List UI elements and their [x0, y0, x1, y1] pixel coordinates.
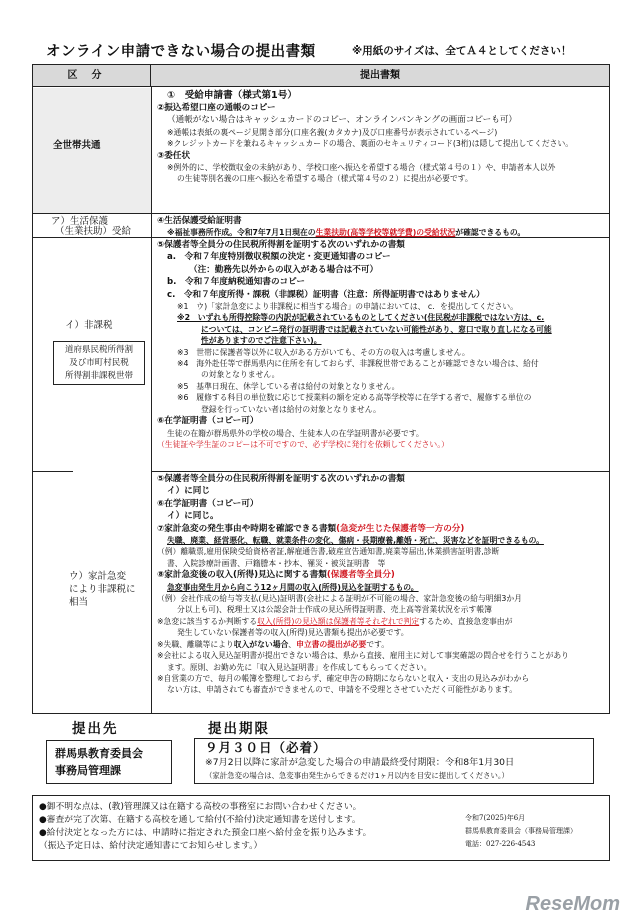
credit-card-note: ※クレジットカードを兼ねるキャッシュカードの場合、裏面のセキュリティコード(3桁)は隠して提出してください。 [167, 139, 574, 149]
deadline-note-1: ※7月2日以降に家計が急変した場合の申請最終受付期限：令和8年1月30日 [205, 757, 515, 768]
doc-sudden-cause [157, 523, 605, 535]
documents-table [32, 64, 610, 714]
income-forecast-scope: (保護者等全員分) [326, 570, 395, 581]
enrollment-warning: （生徒証や学生証のコピーは不可ですので、必ず学校に発行を依頼してください。） [157, 439, 449, 449]
employer-inquiry-note-2: ます。原則、お勤め先に「収入見込証明書」を作成してもらってください。 [167, 662, 432, 672]
welfare-note-b: 生業扶助(高等学校等就学費)の受給状況 [315, 228, 456, 238]
nontax-box-line: 所得割非課税世帯 [64, 371, 133, 381]
category-sudden-2: により非課税に [69, 584, 136, 595]
sudden-cause-example: （例）離職票,雇用保険受給資格者証,解雇通告書,破産宣告通知書,廃業等届出,休業損害証明書,診断 [157, 547, 500, 557]
deadline-box [194, 738, 594, 784]
sudden-cause-example-2: 書、入院診療計画書、戸籍謄本・抄本、罹災・被災証明書 等 [167, 558, 386, 568]
issuer-block [465, 812, 577, 851]
submit-to-box [46, 740, 172, 784]
category-all: 全世帯共通 [53, 140, 101, 151]
sudden-cause-detail: 失職、廃業、経営悪化、転職、就業条件の変化、傷病・長期療養,離婚・死亡、災害などを証明できるもの。 [167, 536, 544, 546]
passbook-note: ※通帳は表紙の裏ページ見開き部分(口座名義(カタカナ)及び口座番号が表示されているページ) [167, 127, 498, 137]
nontax-box-line: 及び市町村民税 [69, 358, 129, 368]
submit-to-line-1: 群馬県教育委員会 [55, 747, 143, 760]
deadline-title: 提出期限 [208, 721, 270, 737]
sudden-enrollment: ⑥在学証明書（コピー可） [157, 498, 259, 509]
sudden-cause-label: ⑦家計急変の発生事由や時期を確認できる書類 [157, 523, 337, 534]
row-divider [151, 471, 609, 472]
table-header [33, 65, 609, 87]
nontax-note-2c: 性がありますのでご注意下さい)。 [201, 336, 322, 346]
deadline-date: ９月３０日（必着） [205, 740, 327, 755]
no-income-d: 申立書の提出が必要 [296, 639, 367, 649]
column-divider [151, 87, 152, 713]
category-sudden-3: 相当 [69, 597, 89, 608]
paper-size-note: ※用紙のサイズは、全てＡ４としてください！ [352, 45, 572, 57]
nontax-option-b: b. 令和７年度納税通知書のコピー [167, 277, 305, 288]
nontax-note-4: ※4 海外赴任等で群馬県内に住所を有しておらず、非課税世帯であることが確認できない場合は、給付 [177, 359, 539, 369]
no-income-e: です。 [366, 639, 390, 649]
issuer-date: 令和7(2025)年6月 [465, 814, 526, 822]
footer-line-1: ●御不明な点は、(教)管理課又は在籍する高校の事務室にお問い合わせください。 [39, 802, 362, 812]
header-documents: 提出書類 [360, 70, 400, 81]
nontax-note-2b: については、コンビニ発行の証明書では記載されていない可能性があり、窓口で取り直しになる可能 [201, 324, 552, 334]
income-judgement-b: 収入(所得)の見込額は保護者等それぞれで判定 [257, 616, 420, 626]
sudden-change-docs [157, 473, 605, 696]
enrollment-note: 生徒の在籍が群馬県外の学校の場合、生徒本人の在学証明書が必要です。 [167, 428, 424, 438]
sudden-resident-tax: ⑤保護者等全員分の住民税所得割を証明する次のいずれかの書類 [157, 474, 405, 484]
all-households-docs [157, 89, 605, 185]
nontax-note-3: ※3 世帯に保護者等以外に収入がある方がいても、その方の収入は考慮しません。 [177, 347, 470, 357]
category-welfare-2: （生業扶助）受給 [55, 226, 132, 237]
doc-income-forecast [157, 569, 605, 581]
doc-passbook-copy: ②振込希望口座の通帳のコピー [157, 103, 276, 113]
nontax-note-1: ※1 ウ)「家計急変により非課税に相当する場合」の申請においては、 c．を提出してください。 [177, 302, 518, 312]
row-divider-stub [33, 471, 73, 472]
income-forecast-example: （例）会社作成の給与等支払(見込)証明書(会社による証明が不可能の場合、家計急変後の給与明細3か月 [157, 594, 522, 604]
income-forecast-label: ⑧家計急変後の収入(所得)見込に関する書類 [157, 570, 327, 581]
income-judgement-note-2: 発生していない保護者等の収入(所得)見込書類も提出が必要です。 [177, 628, 409, 638]
nontax-option-c: c. 令和７年度所得・課税（非課税）証明書（注意：所得証明書ではありません） [167, 289, 485, 300]
employer-inquiry-note: ※会社による収入見込証明書が提出できない場合は、県から直接、雇用主に対して事実確認の問合せを行うことがあり [157, 651, 569, 661]
nontax-option-a-note: （注：勤務先以外からの収入がある場合は不可） [189, 264, 379, 275]
sudden-cause-scope: (急変が生じた保護者等一方の分) [336, 523, 465, 534]
footer-line-4: （振込予定日は、給付決定通知書にてお知らせします。） [39, 841, 263, 851]
nontax-definition-box [53, 341, 145, 385]
nontax-note-6: ※6 履修する科目の単位数に応じて授業料の額を定める高等学校等に在学する者で、履修する単位の [177, 393, 532, 403]
income-judgement-a: ※急変に該当するか判断する [157, 616, 258, 626]
submit-to-title: 提出先 [72, 721, 119, 737]
nontax-docs [157, 239, 605, 450]
welfare-note-c: が確認できるもの。 [455, 228, 526, 238]
footer-notices [39, 801, 371, 853]
resemom-watermark: ReseMom [525, 893, 620, 915]
header-category: 区分 [33, 65, 151, 87]
footer-line-2: ●審査が完了次第、在籍する高校を通して給付(不給付)決定通知書を送付します。 [39, 815, 361, 825]
page-title: オンライン申請できない場合の提出書類 [46, 44, 316, 60]
doc-application-form: ① 受給申請書（様式第1号） [167, 90, 297, 101]
attorney-note-2: の生徒等別名義の口座へ振込を希望する場合（様式第４号の２）に提出が必要です。 [177, 174, 473, 184]
row-divider [33, 213, 609, 214]
deadline-note-2: （家計急変の場合は、急変事由発生からできるだけ1ヶ月以内を目安に提出してください。） [205, 771, 509, 780]
sudden-same-as-b: イ）に同じ。 [167, 511, 219, 522]
nontax-box-line: 道府県民税所得割 [64, 345, 133, 355]
nontax-note-2: ※2 いずれも所得控除等の内訳が記載されているものとしてください(住民税が非課税ではない方は、c. [177, 313, 545, 323]
submit-to-line-2: 事務局管理課 [55, 764, 121, 777]
category-welfare-1: ア）生活保護 [51, 216, 109, 227]
nontax-note-5: ※5 基準日現在、休学している者は給付の対象となりません。 [177, 381, 400, 391]
welfare-note [157, 227, 605, 238]
doc-enrollment-certificate: ⑥在学証明書（コピー可） [157, 416, 259, 427]
doc-welfare-certificate: ④生活保護受給証明書 [157, 216, 242, 226]
no-income-c: 、 [288, 639, 297, 649]
income-judgement-note [157, 616, 605, 627]
self-employed-note: ※自営業の方で、毎月の帳簿を整理しておらず、確定申告の時期にならないと収入・支出の見込みがわから [157, 673, 530, 683]
category-sudden-1: ウ）家計急変 [69, 571, 127, 582]
income-forecast-detail: 急変事由発生月から向こう12ヶ月間の収入(所得)見込を証明するもの。 [167, 582, 419, 592]
welfare-note-a: ※福祉事務所作成。令和7年7月1日現在の [167, 228, 316, 238]
category-nontax: イ）非課税 [65, 320, 113, 331]
doc-resident-tax: ⑤保護者等全員分の住民税所得割を証明する次のいずれかの書類 [157, 240, 405, 250]
sudden-same-as-a: イ）に同じ [167, 486, 210, 497]
attorney-note-1: ※例外的に、学校徴収金の未納があり、学校口座へ振込を希望する場合（様式第４号の１）や、申請者本人以外 [167, 163, 556, 173]
nontax-option-a: a. 令和７年度特別徴収税額の決定・変更通知書のコピー [167, 252, 391, 263]
welfare-docs [157, 215, 605, 239]
income-forecast-example-2: 分以上も可)、税理士又は公認会計士作成の見込所得証明書、売上高等営業状況を示す帳簿 [177, 605, 492, 615]
self-employed-note-2: ない方は、申請されても審査ができませんので、申請を不受理とさせていただく可能性があります。 [167, 685, 518, 695]
no-income-a: ※失職、離職等により [157, 639, 234, 649]
nontax-note-4b: の対象となりません。 [201, 370, 280, 380]
income-judgement-c: するため、直接急変事由が [419, 616, 513, 626]
issuer-name: 群馬県教育委員会（事務局管理課） [465, 827, 577, 835]
issuer-tel: 電話：027-226-4543 [465, 840, 536, 848]
passbook-alt: （通帳がない場合はキャッシュカードのコピー、オンラインバンキングの画面コピーも可） [167, 115, 518, 126]
doc-power-of-attorney: ③委任状 [157, 150, 191, 161]
nontax-note-6b: 登録を行っていない者は給付の対象となりません。 [201, 404, 381, 414]
no-income-b: 収入がない場合 [233, 639, 289, 649]
footer-line-3: ●給付決定となった方には、申請時に指定された預金口座へ給付金を振り込みます。 [39, 828, 372, 838]
no-income-note [157, 639, 605, 650]
footer-notice-box [32, 795, 610, 861]
